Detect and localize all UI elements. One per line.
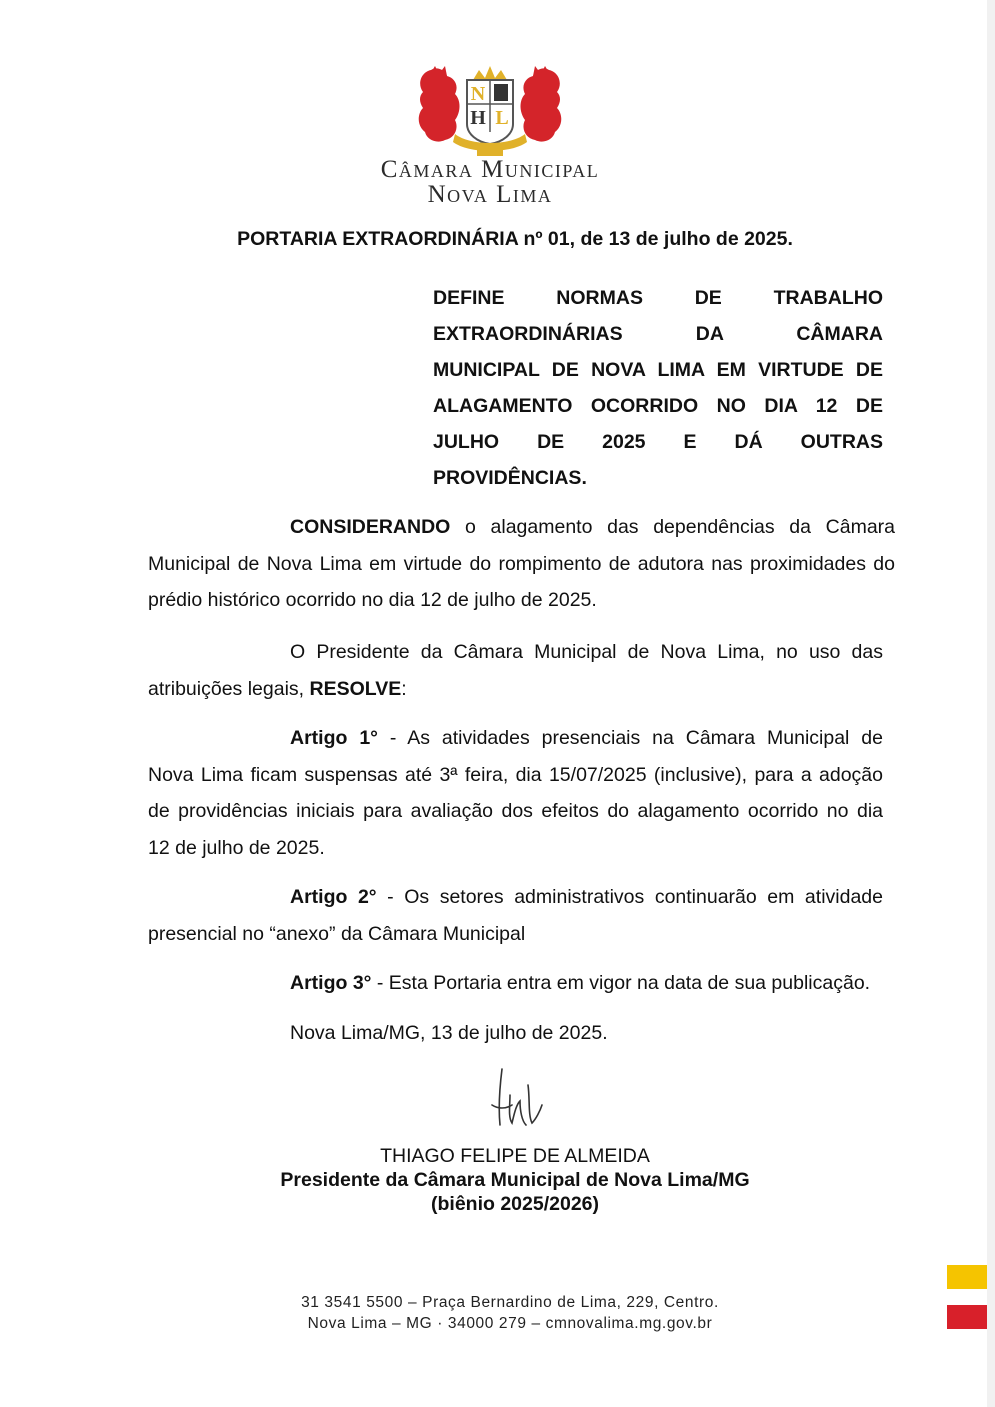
paragraph-line: presencial no “anexo” da Câmara Municipal — [148, 922, 526, 945]
footer-address-line1: 31 3541 5500 – Praça Bernardino de Lima, 229, Centro. — [301, 1294, 719, 1311]
ementa-block — [433, 280, 883, 496]
artigo-1 — [148, 720, 883, 866]
paragraph-line: Nova Lima ficam suspensas até 3ª feira, dia 15/07/2025 (inclusive), para a adoção — [148, 763, 883, 786]
paragraph-line — [148, 509, 895, 546]
svg-text:H: H — [470, 107, 486, 129]
paragraph-text: - Os setores administrativos continuarão em atividade — [387, 886, 883, 908]
ementa-line: ALAGAMENTO OCORRIDO NO DIA 12 DE — [433, 395, 883, 417]
svg-text:L: L — [495, 107, 509, 129]
considerando-lead: CONSIDERANDO — [290, 516, 451, 538]
paragraph-line — [148, 879, 883, 916]
paragraph-line: de providências iniciais para avaliação dos efeitos do alagamento ocorrido no dia — [148, 800, 883, 822]
paragraph-line: prédio histórico ocorrido no dia 12 de julho de 2025. — [148, 589, 597, 611]
considerando-paragraph — [148, 509, 895, 619]
paragraph-line: Nova Lima/MG, 13 de julho de 2025. — [290, 1022, 608, 1044]
ementa-line: JULHO DE 2025 E DÁ OUTRAS — [433, 431, 883, 453]
paragraph-text: : — [401, 677, 407, 700]
svg-text:N: N — [470, 83, 486, 105]
artigo-2-lead: Artigo 2° — [290, 886, 377, 908]
paragraph-line: Municipal de Nova Lima em virtude do rompimento de adutora nas proximidades do — [148, 552, 895, 575]
document-title: PORTARIA EXTRAORDINÁRIA nº 01, de 13 de julho de 2025. — [237, 228, 793, 250]
accent-bar-red — [947, 1305, 987, 1329]
page-edge — [987, 0, 995, 1407]
ementa-line: MUNICIPAL DE NOVA LIMA EM VIRTUDE DE — [433, 359, 883, 381]
artigo-1-lead: Artigo 1° — [290, 727, 378, 749]
signatory-term: (biênio 2025/2026) — [431, 1193, 599, 1215]
resolve-keyword: RESOLVE — [309, 677, 402, 700]
signatory-name: THIAGO FELIPE DE ALMEIDA — [380, 1145, 650, 1167]
ementa-line: DEFINE NORMAS DE TRABALHO — [433, 287, 883, 309]
artigo-2 — [148, 879, 883, 952]
paragraph-line: O Presidente da Câmara Municipal de Nova Lima, no uso das — [290, 641, 883, 663]
paragraph-text: - Esta Portaria entra em vigor na data de sua publicação. — [376, 972, 871, 994]
paragraph-line — [148, 720, 883, 757]
artigo-3-lead: Artigo 3° — [290, 972, 372, 994]
signatory-role: Presidente da Câmara Municipal de Nova Lima/MG — [280, 1169, 750, 1191]
org-name-line2: Nova Lima — [427, 181, 553, 208]
paragraph-text: - As atividades presenciais na Câmara Municipal de — [389, 727, 883, 749]
local-and-date — [148, 1015, 895, 1052]
footer-address-line2: Nova Lima – MG · 34000 279 – cmnovalima.mg.gov.br — [307, 1315, 713, 1332]
municipal-crest-logo — [415, 62, 565, 158]
paragraph-line — [148, 965, 898, 1002]
paragraph-line: 12 de julho de 2025. — [148, 836, 325, 859]
artigo-3 — [148, 965, 898, 1002]
paragraph-text: o alagamento das dependências da Câmara — [465, 516, 896, 538]
paragraph-text: atribuições legais, — [148, 677, 305, 700]
presidente-paragraph — [148, 634, 883, 707]
paragraph-line — [148, 671, 883, 708]
accent-bar-yellow — [947, 1265, 987, 1289]
ementa-line: EXTRAORDINÁRIAS DA CÂMARA — [433, 323, 883, 345]
ementa-line: PROVIDÊNCIAS. — [433, 467, 587, 489]
handwritten-signature — [484, 1065, 548, 1135]
org-name-line1: Câmara Municipal — [380, 156, 600, 183]
